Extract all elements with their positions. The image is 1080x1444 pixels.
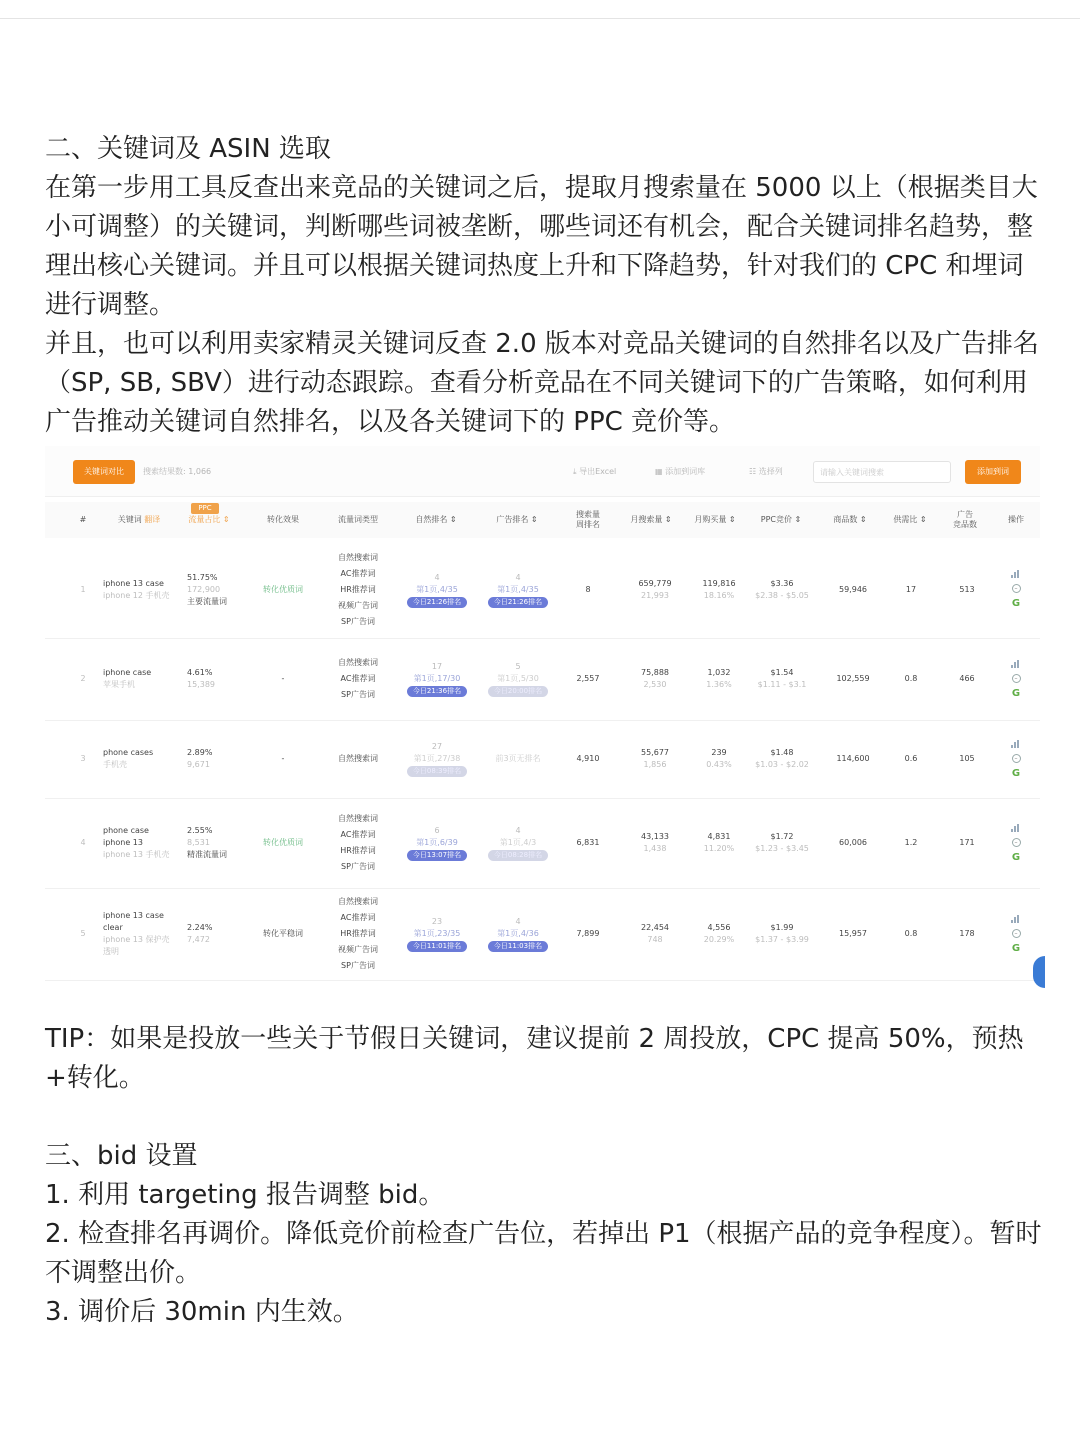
- ad-rank-page: 第1页,4/3: [499, 838, 537, 847]
- col-products-label: 商品数: [833, 515, 858, 524]
- keyword-search-input[interactable]: 请输入关键词搜索: [813, 461, 951, 483]
- google-icon[interactable]: G: [1011, 598, 1021, 609]
- ad-rank-cell[interactable]: [487, 888, 549, 980]
- keyword-text[interactable]: clear: [103, 923, 123, 932]
- ppc-range: $2.38 - $5.05: [755, 590, 809, 600]
- products-cell: [825, 798, 881, 888]
- row-index: [75, 720, 91, 798]
- traffic-count: 8,531: [187, 838, 210, 847]
- trend-chart-icon[interactable]: [1011, 570, 1021, 578]
- organic-rank-page: 第1页,27/38: [413, 754, 461, 763]
- section-3-heading: 三、bid 设置: [45, 1141, 198, 1171]
- more-icon[interactable]: –: [1012, 584, 1021, 593]
- supply-demand-value: 1.2: [904, 838, 918, 847]
- sort-icon: ⇕: [728, 515, 736, 524]
- ad-competitors-value: 178: [959, 929, 975, 938]
- monthly-search-value: 659,779: [638, 578, 672, 588]
- col-supply-demand-label: 供需比: [893, 515, 918, 524]
- ad-rank-position: 4: [515, 826, 521, 835]
- monthly-search-value: 22,454: [641, 923, 669, 932]
- ppc-value: $1.72: [770, 832, 794, 841]
- monthly-search-cell: [627, 798, 683, 888]
- ad-rank-page: 第1页,4/36: [497, 929, 539, 938]
- add-keyword-button[interactable]: 添加到词: [965, 460, 1021, 484]
- monthly-purchase-cell: [691, 541, 747, 638]
- row-index-value: 4: [80, 838, 86, 847]
- section-3: [45, 1137, 1045, 1332]
- ad-rank-position: 4: [515, 917, 521, 926]
- supply-demand-value: 0.8: [904, 929, 918, 938]
- daily-search-value: 2,530: [643, 680, 667, 689]
- row-actions: [1011, 798, 1021, 888]
- traffic-percent: 2.55%: [187, 826, 213, 835]
- conversion-cell: [253, 888, 313, 980]
- keyword-text[interactable]: iphone 13 case: [103, 911, 164, 920]
- traffic-type: AC推荐词: [340, 674, 376, 683]
- products-value: 59,946: [839, 584, 867, 594]
- monthly-purchase-value: 4,556: [707, 923, 731, 932]
- col-ad-competitors[interactable]: 广告 竞品数: [953, 510, 977, 529]
- keyword-cell[interactable]: [103, 541, 181, 638]
- col-traffic-label: 流量占比: [188, 515, 221, 524]
- col-conversion: 转化效果: [267, 515, 299, 524]
- ad-rank-position: 5: [515, 662, 521, 671]
- tip-text: TIP：如果是投放一些关于节假日关键词，建议提前 2 周投放，CPC 提高 50%，预热+转化。: [45, 1024, 1024, 1093]
- col-products[interactable]: [825, 502, 875, 538]
- traffic-cell: [187, 638, 247, 720]
- search-rank-value: 2,557: [576, 674, 600, 683]
- section-2: [45, 130, 1045, 442]
- compare-keywords-button[interactable]: 关键词对比: [73, 460, 135, 484]
- ad-rank-badge[interactable]: 今日20:00排名: [488, 686, 548, 697]
- ppc-range: $1.37 - $3.99: [755, 935, 809, 944]
- monthly-purchase-value: 119,816: [702, 578, 736, 588]
- more-icon[interactable]: –: [1012, 674, 1021, 683]
- organic-rank-badge[interactable]: 今日13:07排名: [407, 850, 467, 861]
- keyword-cell[interactable]: [103, 638, 181, 720]
- conversion-cell: [253, 798, 313, 888]
- row-index-value: 3: [80, 754, 86, 763]
- keyword-text[interactable]: iphone 13: [103, 838, 143, 847]
- conversion-value: -: [281, 674, 285, 683]
- trend-chart-icon[interactable]: [1011, 915, 1021, 923]
- traffic-type: AC推荐词: [340, 830, 376, 839]
- traffic-percent: 2.24%: [187, 923, 213, 932]
- col-ad-rank-label: 广告排名: [496, 515, 529, 524]
- row-index: [75, 541, 91, 638]
- ppc-range: $1.03 - $2.02: [755, 760, 809, 769]
- organic-rank-badge[interactable]: 今日08:39排名: [407, 766, 467, 777]
- traffic-percent: 2.89%: [187, 748, 213, 757]
- purchase-rate-value: 1.36%: [706, 680, 732, 689]
- products-value: 15,957: [839, 929, 867, 938]
- traffic-type: 自然搜索词: [338, 814, 378, 823]
- keyword-cell[interactable]: [103, 720, 181, 798]
- table-row[interactable]: [45, 798, 1040, 889]
- ad-competitors-cell: [947, 638, 987, 720]
- traffic-count: 7,472: [187, 935, 210, 944]
- products-value: 114,600: [836, 754, 870, 763]
- traffic-percent: 4.61%: [187, 668, 213, 677]
- keyword-translation: iphone 13 手机壳: [103, 850, 170, 859]
- conversion-cell: [253, 638, 313, 720]
- traffic-cell: [187, 888, 247, 980]
- ppc-value: $1.54: [770, 668, 794, 677]
- ad-competitors-value: 513: [959, 584, 975, 594]
- monthly-purchase-cell: [691, 720, 747, 798]
- products-cell: [825, 888, 881, 980]
- traffic-count: 9,671: [187, 760, 210, 769]
- sort-icon: ⇕: [919, 515, 927, 524]
- keyword-translation: iphone 13 保护壳: [103, 935, 170, 944]
- ppc-cell: [747, 541, 817, 638]
- section-2-heading: 二、关键词及 ASIN 选取: [45, 134, 331, 164]
- traffic-type: SP广告词: [341, 862, 375, 871]
- row-index-value: 5: [80, 929, 86, 938]
- monthly-search-value: 75,888: [641, 668, 669, 677]
- conversion-value: -: [281, 754, 285, 763]
- monthly-purchase-cell: [691, 888, 747, 980]
- purchase-rate-value: 18.16%: [703, 590, 735, 600]
- organic-rank-badge[interactable]: 今日11:01排名: [407, 941, 467, 952]
- ppc-cell: [747, 888, 817, 980]
- col-actions: 操作: [1008, 515, 1024, 524]
- supply-demand-value: 0.8: [904, 674, 918, 683]
- supply-demand-value: 17: [905, 584, 917, 594]
- col-ppc-label: PPC竞价: [760, 515, 792, 524]
- products-value: 102,559: [836, 674, 870, 683]
- keyword-text[interactable]: iphone case: [103, 668, 152, 677]
- organic-rank-badge[interactable]: 今日21:26排名: [407, 597, 467, 608]
- col-keyword-label: 关键词: [117, 515, 142, 524]
- organic-rank-position: 4: [434, 572, 440, 582]
- organic-rank-cell[interactable]: [406, 888, 468, 980]
- keyword-translation: 手机壳: [103, 760, 127, 769]
- organic-rank-cell[interactable]: [406, 638, 468, 720]
- purchase-rate-value: 11.20%: [703, 844, 735, 853]
- supply-demand-value: 0.6: [904, 754, 918, 763]
- ad-rank-badge[interactable]: 今日21:26排名: [488, 597, 548, 608]
- ad-rank-cell[interactable]: [487, 541, 549, 638]
- organic-rank-position: 6: [434, 826, 440, 835]
- monthly-purchase-cell: [691, 798, 747, 888]
- col-supply-demand[interactable]: [885, 502, 935, 538]
- google-icon[interactable]: G: [1011, 851, 1021, 863]
- table-row[interactable]: [45, 888, 1040, 981]
- products-cell: [825, 638, 881, 720]
- more-icon[interactable]: –: [1012, 929, 1021, 938]
- sort-icon: ⇕: [449, 515, 457, 524]
- traffic-type: 自然搜索词: [338, 658, 378, 667]
- keyword-table-screenshot: [45, 446, 1040, 992]
- trend-chart-icon[interactable]: [1011, 660, 1021, 668]
- search-rank-cell: [568, 720, 608, 798]
- ad-rank-badge[interactable]: 今日11:03排名: [488, 941, 548, 952]
- traffic-cell: [187, 720, 247, 798]
- add-to-library-button[interactable]: ▦ 添加到词库: [655, 467, 706, 476]
- more-icon[interactable]: –: [1012, 838, 1021, 847]
- trend-chart-icon[interactable]: [1011, 740, 1021, 748]
- organic-rank-cell[interactable]: [406, 798, 468, 888]
- search-rank-value: 8: [585, 584, 591, 594]
- result-count: 搜索结果数: 1,066: [143, 467, 212, 476]
- traffic-type: SP广告词: [341, 690, 375, 699]
- table-row[interactable]: [45, 720, 1040, 799]
- ppc-badge: PPC: [191, 503, 219, 514]
- organic-rank-position: 17: [431, 662, 443, 671]
- conversion-value: 转化平稳词: [263, 929, 303, 938]
- col-keyword-tag: 翻译: [144, 515, 161, 524]
- traffic-type-cell: [330, 541, 386, 638]
- ad-competitors-value: 105: [959, 754, 975, 763]
- ad-rank-position: 4: [515, 572, 521, 582]
- ad-competitors-cell: [947, 541, 987, 638]
- monthly-search-cell: [627, 720, 683, 798]
- monthly-purchase-value: 4,831: [707, 832, 731, 841]
- section-2-paragraph-2: 并且，也可以利用卖家精灵关键词反查 2.0 版本对竞品关键词的自然排名以及广告排名（SP, SB, SBV）进行动态跟踪。查看分析竞品在不同关键词下的广告策略，如何利用广告推动关键词自然排名，以及各关键词下的 PPC 竞价等。: [45, 329, 1039, 437]
- ad-competitors-cell: [947, 798, 987, 888]
- col-traffic-type: 流量词类型: [338, 515, 378, 524]
- col-monthly-search-label: 月搜索量: [630, 515, 663, 524]
- ad-rank-badge[interactable]: 今日08:28排名: [488, 850, 548, 861]
- traffic-cell: [187, 541, 247, 638]
- traffic-type: HR推荐词: [340, 846, 376, 855]
- col-search-rank[interactable]: 搜索量 周排名: [576, 510, 600, 529]
- traffic-percent: 51.75%: [187, 572, 218, 582]
- google-icon[interactable]: G: [1011, 767, 1021, 779]
- conversion-value: 转化优质词: [263, 584, 303, 594]
- traffic-count: 172,900: [187, 584, 221, 594]
- row-index-value: 2: [80, 674, 86, 683]
- supply-demand-cell: [891, 888, 931, 980]
- ad-rank-cell[interactable]: [487, 720, 549, 798]
- col-monthly-purchase-label: 月购买量: [694, 515, 727, 524]
- organic-rank-page: 第1页,23/35: [413, 929, 461, 938]
- col-organic-rank[interactable]: [408, 502, 464, 538]
- section-3-item-2: 2. 检查排名再调价。降低竞价前检查广告位，若掉出 P1（根据产品的竞争程度）。暂时不调整出价。: [45, 1219, 1042, 1288]
- ad-rank-cell[interactable]: [487, 798, 549, 888]
- daily-search-value: 1,438: [643, 844, 667, 853]
- organic-rank-cell[interactable]: [406, 720, 468, 798]
- organic-rank-cell[interactable]: [406, 541, 468, 638]
- sort-icon: ⇕: [530, 515, 538, 524]
- ppc-cell: [747, 798, 817, 888]
- keyword-text[interactable]: iphone 13 case: [103, 578, 164, 588]
- ppc-value: $1.48: [770, 748, 794, 757]
- sort-icon: ⇕: [664, 515, 672, 524]
- traffic-type: 视频广告词: [338, 600, 378, 610]
- ppc-cell: [747, 638, 817, 720]
- ppc-value: $3.36: [770, 578, 794, 588]
- ppc-cell: [747, 720, 817, 798]
- traffic-count: 15,389: [187, 680, 215, 689]
- monthly-purchase-value: 239: [711, 748, 727, 757]
- col-monthly-purchase[interactable]: [687, 502, 743, 538]
- row-index: [75, 798, 91, 888]
- col-ad-rank[interactable]: [489, 502, 545, 538]
- google-icon[interactable]: G: [1011, 942, 1021, 954]
- traffic-type-cell: [330, 720, 386, 798]
- search-rank-value: 4,910: [576, 754, 600, 763]
- sort-icon: ⇕: [222, 515, 230, 524]
- monthly-purchase-cell: [691, 638, 747, 720]
- table-row[interactable]: [45, 638, 1040, 721]
- traffic-type: 自然搜索词: [338, 754, 378, 763]
- ppc-range: $1.11 - $3.1: [757, 680, 807, 689]
- traffic-type: 视频广告词: [338, 945, 378, 954]
- more-icon[interactable]: –: [1012, 754, 1021, 763]
- traffic-type: 自然搜索词: [338, 897, 378, 906]
- monthly-search-cell: [627, 638, 683, 720]
- traffic-type: AC推荐词: [340, 568, 376, 578]
- keyword-text[interactable]: phone case: [103, 826, 149, 835]
- col-index: #: [79, 515, 87, 524]
- keyword-cell[interactable]: [103, 888, 181, 980]
- conversion-cell: [253, 720, 313, 798]
- traffic-note: 精准流量词: [187, 850, 227, 859]
- row-actions: [1011, 541, 1021, 638]
- ppc-value: $1.99: [770, 923, 794, 932]
- ad-rank-page: 前3页无排名: [495, 754, 541, 763]
- section-3-item-1: 1. 利用 targeting 报告调整 bid。: [45, 1180, 445, 1210]
- row-actions: [1011, 638, 1021, 720]
- traffic-type-cell: [330, 888, 386, 980]
- products-value: 60,006: [839, 838, 867, 847]
- col-monthly-search[interactable]: [623, 502, 679, 538]
- sort-icon: ⇕: [859, 515, 867, 524]
- supply-demand-cell: [891, 638, 931, 720]
- section-3-item-3: 3. 调价后 30min 内生效。: [45, 1297, 359, 1327]
- traffic-type: HR推荐词: [340, 929, 376, 938]
- row-index-value: 1: [80, 584, 86, 594]
- row-index: [75, 638, 91, 720]
- search-rank-cell: [568, 638, 608, 720]
- traffic-cell: [187, 798, 247, 888]
- export-label: 导出Excel: [579, 467, 617, 476]
- table-toolbar: [45, 446, 1040, 497]
- conversion-value: 转化优质词: [263, 838, 303, 847]
- search-rank-cell: [568, 798, 608, 888]
- purchase-rate-value: 0.43%: [706, 760, 732, 769]
- table-row[interactable]: [45, 541, 1040, 639]
- ad-competitors-value: 171: [959, 838, 975, 847]
- search-rank-cell: [568, 541, 608, 638]
- supply-demand-cell: [891, 720, 931, 798]
- organic-rank-badge[interactable]: 今日21:36排名: [407, 686, 467, 697]
- col-ppc[interactable]: [751, 502, 811, 538]
- organic-rank-page: 第1页,4/35: [416, 584, 458, 594]
- monthly-search-cell: [627, 888, 683, 980]
- daily-search-value: 748: [647, 935, 663, 944]
- supply-demand-cell: [891, 541, 931, 638]
- daily-search-value: 1,856: [643, 760, 667, 769]
- google-icon[interactable]: G: [1011, 687, 1021, 699]
- ad-rank-page: 第1页,5/30: [497, 674, 539, 683]
- keyword-text[interactable]: phone cases: [103, 748, 154, 757]
- traffic-note: 主要流量词: [187, 596, 227, 606]
- sort-icon: ⇕: [794, 515, 802, 524]
- organic-rank-position: 27: [431, 742, 443, 751]
- row-index: [75, 888, 91, 980]
- keyword-cell[interactable]: [103, 798, 181, 888]
- traffic-type: SP广告词: [341, 961, 375, 970]
- organic-rank-position: 23: [431, 917, 443, 926]
- products-cell: [825, 541, 881, 638]
- keyword-translation: 透明: [103, 947, 119, 956]
- export-button[interactable]: ⤓ 导出Excel: [573, 467, 617, 476]
- monthly-purchase-value: 1,032: [707, 668, 731, 677]
- conversion-cell: [253, 541, 313, 638]
- supply-demand-cell: [891, 798, 931, 888]
- trend-chart-icon[interactable]: [1011, 824, 1021, 832]
- ad-rank-page: 第1页,4/35: [497, 584, 539, 594]
- traffic-type-cell: [330, 798, 386, 888]
- monthly-search-value: 55,677: [641, 748, 669, 757]
- ppc-range: $1.23 - $3.45: [755, 844, 809, 853]
- organic-rank-page: 第1页,6/39: [416, 838, 458, 847]
- daily-search-value: 21,993: [641, 590, 669, 600]
- row-actions: [1011, 888, 1021, 980]
- traffic-type: SP广告词: [341, 616, 375, 626]
- traffic-type: HR推荐词: [340, 584, 376, 594]
- ad-competitors-value: 466: [959, 674, 975, 683]
- ad-competitors-cell: [947, 888, 987, 980]
- side-float-tab[interactable]: [1033, 956, 1045, 988]
- traffic-type-cell: [330, 638, 386, 720]
- top-divider: [0, 18, 1080, 19]
- select-columns-label: 选择列: [758, 467, 783, 476]
- products-cell: [825, 720, 881, 798]
- keyword-translation: 苹果手机: [103, 680, 135, 689]
- traffic-type: AC推荐词: [340, 913, 376, 922]
- organic-rank-page: 第1页,17/30: [413, 674, 461, 683]
- tip-section: [45, 1020, 1045, 1098]
- ad-competitors-cell: [947, 720, 987, 798]
- row-actions: [1011, 720, 1021, 798]
- search-rank-value: 6,831: [576, 838, 600, 847]
- select-columns-button[interactable]: ☷ 选择列: [749, 467, 783, 476]
- purchase-rate-value: 20.29%: [703, 935, 735, 944]
- search-rank-cell: [568, 888, 608, 980]
- col-organic-rank-label: 自然排名: [415, 515, 448, 524]
- add-to-library-label: 添加到词库: [665, 467, 706, 476]
- search-rank-value: 7,899: [576, 929, 600, 938]
- traffic-type: 自然搜索词: [338, 552, 378, 562]
- monthly-search-value: 43,133: [641, 832, 669, 841]
- section-2-paragraph-1: 在第一步用工具反查出来竞品的关键词之后，提取月搜索量在 5000 以上（根据类目大小可调整）的关键词，判断哪些词被垄断，哪些词还有机会，配合关键词排名趋势，整理出核心关键词。并且可以根据关键词热度上升和下降趋势，针对我们的 CPC 和埋词进行调整。: [45, 173, 1038, 320]
- col-keyword[interactable]: [103, 502, 175, 538]
- ad-rank-cell[interactable]: [487, 638, 549, 720]
- monthly-search-cell: [627, 541, 683, 638]
- keyword-translation: iphone 12 手机壳: [103, 590, 170, 600]
